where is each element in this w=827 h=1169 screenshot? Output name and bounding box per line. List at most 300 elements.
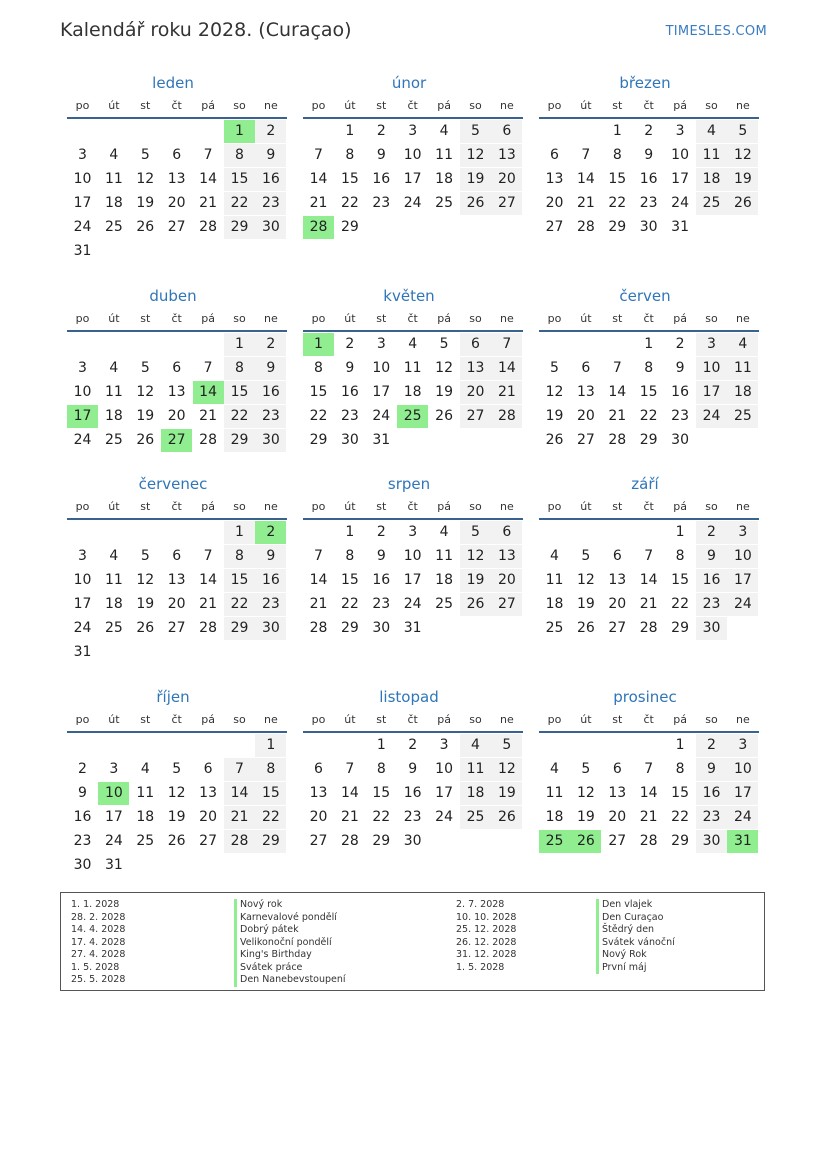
month-name: září: [631, 475, 659, 493]
day-cell: 18: [403, 384, 422, 400]
day-cell: 21: [608, 408, 627, 424]
weekday-label: ne: [264, 99, 278, 112]
day-cell: 19: [460, 168, 491, 191]
holiday-day-cell: 25: [539, 830, 570, 853]
day-cell: 4: [460, 734, 491, 757]
day-cell: 17: [435, 785, 453, 801]
weekday-header: [303, 710, 523, 730]
weekday-header: [67, 497, 287, 517]
day-cell: 25: [435, 195, 453, 211]
day-cell: 27: [491, 593, 522, 616]
weekday-label: po: [547, 713, 562, 726]
month-name: listopad: [379, 688, 439, 706]
day-cell: 16: [696, 569, 727, 592]
weekday-label: pá: [437, 713, 451, 726]
day-cell: 15: [340, 171, 359, 187]
day-cell: 8: [612, 147, 622, 163]
day-cell: 19: [576, 596, 595, 612]
day-cell: 1: [376, 737, 386, 753]
day-cell: 30: [255, 216, 286, 239]
day-cell: 3: [727, 734, 758, 757]
day-cell: 10: [727, 758, 758, 781]
day-cell: 11: [696, 144, 727, 167]
weekday-label: st: [612, 713, 623, 726]
day-cell: 25: [545, 620, 564, 636]
weekday-header: [303, 497, 523, 517]
day-cell: 25: [104, 432, 123, 448]
month-name: červenec: [138, 475, 208, 493]
month-name: leden: [152, 74, 194, 92]
header-divider: [539, 518, 759, 520]
weekday-header: [303, 96, 523, 116]
day-cell: 20: [167, 596, 186, 612]
day-cell: 19: [136, 195, 155, 211]
weekday-label: st: [376, 500, 387, 513]
day-cell: 2: [644, 123, 654, 139]
day-cell: 7: [491, 333, 522, 356]
day-cell: 9: [345, 360, 355, 376]
day-cell: 24: [671, 195, 689, 211]
day-cell: 16: [372, 572, 391, 588]
day-cell: 7: [581, 147, 591, 163]
day-cell: 21: [639, 596, 658, 612]
day-cell: 4: [109, 360, 119, 376]
day-cell: 12: [460, 144, 491, 167]
day-cell: 21: [224, 806, 255, 829]
holiday-name: Svátek vánoční: [596, 937, 675, 950]
day-cell: 6: [460, 333, 491, 356]
legend-names-right: [596, 899, 675, 974]
weekday-label: čt: [407, 99, 418, 112]
day-cell: 5: [140, 360, 150, 376]
page-title: Kalendář roku 2028. (Curaçao): [60, 19, 352, 41]
day-cell: 6: [550, 147, 559, 163]
day-cell: 19: [576, 809, 595, 825]
day-cell: 22: [639, 408, 658, 424]
day-cell: 3: [696, 333, 727, 356]
weekday-label: so: [705, 312, 718, 325]
day-cell: 24: [73, 219, 92, 235]
month-name: červen: [619, 287, 671, 305]
day-cell: 16: [255, 381, 286, 404]
day-cell: 22: [224, 593, 255, 616]
day-cell: 19: [435, 384, 453, 400]
day-cell: 30: [372, 620, 391, 636]
day-cell: 20: [491, 168, 522, 191]
day-cell: 27: [545, 219, 564, 235]
day-cell: 15: [224, 569, 255, 592]
day-cell: 29: [309, 432, 328, 448]
day-cell: 20: [576, 408, 595, 424]
day-cell: 20: [608, 596, 627, 612]
weekday-label: po: [547, 99, 562, 112]
day-cell: 5: [550, 360, 559, 376]
month-name: prosinec: [613, 688, 677, 706]
day-cell: 4: [550, 548, 559, 564]
weekday-label: út: [108, 312, 120, 325]
holiday-day-cell: 14: [193, 381, 224, 404]
day-cell: 13: [608, 572, 627, 588]
day-cell: 23: [340, 408, 359, 424]
day-cell: 29: [224, 216, 255, 239]
day-cell: 9: [255, 144, 286, 167]
day-cell: 5: [727, 120, 758, 143]
legend-dates-left: [71, 899, 125, 987]
weekday-label: ne: [736, 312, 750, 325]
day-cell: 16: [255, 168, 286, 191]
day-cell: 24: [403, 195, 422, 211]
holiday-date: 1. 5. 2028: [456, 961, 505, 973]
holiday-date: 1. 1. 2028: [71, 899, 120, 910]
holiday-date: 2. 7. 2028: [456, 899, 505, 910]
day-cell: 27: [608, 833, 627, 849]
weekday-label: út: [108, 500, 120, 513]
day-cell: 17: [73, 195, 92, 211]
day-cell: 9: [255, 357, 286, 380]
weekday-label: st: [612, 500, 623, 513]
day-cell: 6: [491, 521, 522, 544]
day-cell: 12: [545, 384, 564, 400]
day-cell: 28: [340, 833, 359, 849]
day-cell: 11: [403, 360, 422, 376]
day-cell: 7: [314, 548, 323, 564]
day-cell: 14: [639, 572, 658, 588]
holiday-date: 31. 12. 2028: [456, 949, 517, 960]
weekday-header: [303, 309, 523, 329]
weekday-label: čt: [407, 713, 418, 726]
day-cell: 11: [435, 147, 453, 163]
day-cell: 3: [78, 360, 87, 376]
day-cell: 17: [403, 572, 422, 588]
day-cell: 15: [639, 384, 658, 400]
day-cell: 19: [167, 809, 186, 825]
day-cell: 5: [581, 548, 591, 564]
day-cell: 18: [104, 195, 123, 211]
weekday-header: [67, 309, 287, 329]
day-cell: 10: [696, 357, 727, 380]
holiday-day-cell: 25: [397, 405, 428, 428]
day-cell: 18: [696, 168, 727, 191]
day-cell: 21: [576, 195, 595, 211]
day-cell: 3: [408, 524, 418, 540]
day-cell: 20: [608, 809, 627, 825]
weekday-label: po: [547, 312, 562, 325]
day-cell: 16: [340, 384, 359, 400]
day-cell: 20: [460, 381, 491, 404]
weekday-label: ne: [736, 500, 750, 513]
day-cell: 25: [696, 192, 727, 215]
day-cell: 28: [199, 432, 217, 448]
day-cell: 24: [727, 593, 758, 616]
day-cell: 2: [675, 336, 685, 352]
day-cell: 5: [491, 734, 522, 757]
day-cell: 4: [439, 123, 449, 139]
weekday-label: st: [140, 713, 151, 726]
header-divider: [303, 330, 523, 332]
day-cell: 10: [73, 572, 92, 588]
day-cell: 8: [675, 761, 685, 777]
day-cell: 7: [644, 761, 654, 777]
day-cell: 22: [671, 596, 689, 612]
day-cell: 11: [545, 572, 564, 588]
day-cell: 10: [73, 171, 92, 187]
day-cell: 16: [372, 171, 391, 187]
weekday-label: čt: [171, 713, 182, 726]
holiday-name: Nový rok: [234, 899, 346, 912]
weekday-label: po: [547, 500, 562, 513]
day-cell: 1: [224, 521, 255, 544]
weekday-label: ne: [264, 312, 278, 325]
day-cell: 8: [345, 147, 355, 163]
day-cell: 21: [199, 195, 217, 211]
day-cell: 4: [109, 147, 119, 163]
day-cell: 5: [140, 147, 150, 163]
day-cell: 2: [408, 737, 418, 753]
day-cell: 7: [203, 147, 213, 163]
day-cell: 21: [309, 195, 328, 211]
weekday-label: čt: [643, 500, 654, 513]
weekday-label: so: [233, 312, 246, 325]
holiday-day-cell: 1: [303, 333, 334, 356]
day-cell: 8: [376, 761, 386, 777]
day-cell: 15: [309, 384, 328, 400]
day-cell: 2: [696, 734, 727, 757]
day-cell: 28: [639, 833, 658, 849]
day-cell: 30: [403, 833, 422, 849]
day-cell: 31: [671, 219, 689, 235]
holiday-date: 1. 5. 2028: [71, 961, 120, 973]
weekday-label: st: [140, 99, 151, 112]
day-cell: 21: [491, 381, 522, 404]
weekday-label: ne: [264, 713, 278, 726]
holiday-day-cell: 1: [224, 120, 255, 143]
holiday-date: 10. 10. 2028: [456, 911, 517, 923]
day-cell: 9: [644, 147, 654, 163]
day-cell: 25: [460, 806, 491, 829]
day-cell: 10: [372, 360, 391, 376]
day-cell: 17: [696, 381, 727, 404]
day-cell: 22: [340, 195, 359, 211]
day-cell: 19: [136, 596, 155, 612]
day-cell: 17: [403, 171, 422, 187]
day-cell: 2: [78, 761, 87, 777]
day-cell: 7: [612, 360, 622, 376]
holiday-day-cell: 17: [67, 405, 98, 428]
legend-dates-right: [456, 899, 516, 974]
day-cell: 11: [727, 357, 758, 380]
day-cell: 1: [255, 734, 286, 757]
holiday-legend: [60, 892, 765, 991]
day-cell: 29: [224, 617, 255, 640]
day-cell: 7: [203, 548, 213, 564]
day-cell: 4: [696, 120, 727, 143]
day-cell: 15: [671, 785, 689, 801]
day-cell: 28: [491, 405, 522, 428]
day-cell: 6: [581, 360, 591, 376]
weekday-label: ne: [264, 500, 278, 513]
header-divider: [67, 117, 287, 119]
day-cell: 6: [172, 147, 182, 163]
day-cell: 24: [403, 596, 422, 612]
day-cell: 5: [460, 521, 491, 544]
day-cell: 7: [345, 761, 355, 777]
day-cell: 5: [140, 548, 150, 564]
day-cell: 8: [255, 758, 286, 781]
day-cell: 3: [439, 737, 449, 753]
holiday-day-cell: 2: [255, 521, 286, 544]
day-cell: 1: [224, 333, 255, 356]
day-cell: 8: [224, 144, 255, 167]
weekday-label: út: [344, 500, 356, 513]
day-cell: 30: [255, 617, 286, 640]
day-cell: 26: [136, 432, 155, 448]
day-cell: 29: [340, 219, 359, 235]
day-cell: 26: [545, 432, 564, 448]
day-cell: 13: [491, 545, 522, 568]
holiday-date: 25. 5. 2028: [71, 974, 126, 985]
day-cell: 3: [78, 548, 87, 564]
day-cell: 2: [255, 120, 286, 143]
day-cell: 29: [639, 432, 658, 448]
holiday-day-cell: 28: [303, 216, 334, 239]
day-cell: 26: [167, 833, 186, 849]
holiday-name: Den Nanebevstoupení: [234, 974, 346, 987]
holiday-date: 14. 4. 2028: [71, 924, 126, 935]
day-cell: 13: [460, 357, 491, 380]
day-cell: 23: [696, 806, 727, 829]
day-cell: 1: [612, 123, 622, 139]
weekday-label: so: [233, 500, 246, 513]
weekday-label: so: [469, 312, 482, 325]
day-cell: 23: [255, 405, 286, 428]
weekday-label: st: [376, 99, 387, 112]
weekday-label: pá: [201, 312, 215, 325]
weekday-label: st: [140, 500, 151, 513]
day-cell: 1: [675, 737, 685, 753]
day-cell: 8: [224, 545, 255, 568]
day-cell: 27: [608, 620, 627, 636]
day-cell: 24: [435, 809, 453, 825]
weekday-label: pá: [437, 312, 451, 325]
day-cell: 29: [671, 620, 689, 636]
weekday-label: út: [580, 312, 592, 325]
day-cell: 19: [545, 408, 564, 424]
day-cell: 10: [73, 384, 92, 400]
day-cell: 22: [309, 408, 328, 424]
day-cell: 7: [224, 758, 255, 781]
day-cell: 10: [403, 147, 422, 163]
holiday-name: Štědrý den: [596, 924, 675, 937]
weekday-label: so: [705, 99, 718, 112]
weekday-header: [539, 309, 759, 329]
day-cell: 6: [203, 761, 213, 777]
day-cell: 20: [167, 195, 186, 211]
weekday-label: út: [344, 713, 356, 726]
day-cell: 2: [376, 123, 386, 139]
day-cell: 29: [255, 830, 286, 853]
weekday-label: pá: [201, 99, 215, 112]
day-cell: 17: [727, 782, 758, 805]
day-cell: 18: [136, 809, 155, 825]
day-cell: 4: [109, 548, 119, 564]
day-cell: 28: [224, 830, 255, 853]
weekday-label: út: [580, 99, 592, 112]
weekday-label: st: [376, 713, 387, 726]
day-cell: 26: [460, 192, 491, 215]
day-cell: 27: [576, 432, 595, 448]
day-cell: 31: [372, 432, 391, 448]
day-cell: 18: [104, 408, 123, 424]
weekday-label: st: [612, 99, 623, 112]
day-cell: 18: [545, 809, 564, 825]
holiday-name: První máj: [596, 962, 675, 975]
day-cell: 10: [403, 548, 422, 564]
day-cell: 16: [639, 171, 658, 187]
day-cell: 8: [675, 548, 685, 564]
weekday-label: st: [376, 312, 387, 325]
day-cell: 13: [309, 785, 328, 801]
weekday-label: po: [75, 99, 90, 112]
weekday-label: pá: [437, 500, 451, 513]
holiday-name: Dobrý pátek: [234, 924, 346, 937]
day-cell: 14: [199, 171, 217, 187]
month-name: březen: [619, 74, 671, 92]
day-cell: 9: [696, 758, 727, 781]
day-cell: 14: [199, 572, 217, 588]
weekday-header: [539, 710, 759, 730]
day-cell: 12: [136, 572, 155, 588]
day-cell: 6: [172, 548, 182, 564]
day-cell: 11: [545, 785, 564, 801]
weekday-label: pá: [673, 312, 687, 325]
day-cell: 28: [199, 219, 217, 235]
day-cell: 13: [576, 384, 595, 400]
day-cell: 17: [372, 384, 391, 400]
day-cell: 6: [612, 761, 622, 777]
weekday-label: út: [580, 713, 592, 726]
holiday-date: 25. 12. 2028: [456, 924, 517, 935]
day-cell: 25: [136, 833, 155, 849]
brand-link[interactable]: TIMESLES.COM: [665, 24, 767, 39]
weekday-label: po: [75, 713, 90, 726]
day-cell: 24: [372, 408, 391, 424]
weekday-label: út: [344, 99, 356, 112]
holiday-date: 27. 4. 2028: [71, 949, 126, 960]
day-cell: 3: [109, 761, 119, 777]
header-divider: [67, 731, 287, 733]
day-cell: 22: [224, 405, 255, 428]
holiday-name: Karnevalové pondělí: [234, 912, 346, 925]
day-cell: 24: [696, 405, 727, 428]
day-cell: 22: [671, 809, 689, 825]
day-cell: 18: [460, 782, 491, 805]
day-cell: 21: [199, 596, 217, 612]
day-cell: 18: [727, 381, 758, 404]
weekday-header: [539, 497, 759, 517]
weekday-header: [539, 96, 759, 116]
day-cell: 4: [727, 333, 758, 356]
day-cell: 13: [167, 171, 186, 187]
day-cell: 14: [309, 171, 328, 187]
day-cell: 3: [727, 521, 758, 544]
day-cell: 22: [340, 596, 359, 612]
day-cell: 18: [435, 171, 453, 187]
day-cell: 26: [136, 219, 155, 235]
day-cell: 1: [675, 524, 685, 540]
day-cell: 15: [372, 785, 391, 801]
holiday-name: Nový Rok: [596, 949, 675, 962]
day-cell: 28: [199, 620, 217, 636]
